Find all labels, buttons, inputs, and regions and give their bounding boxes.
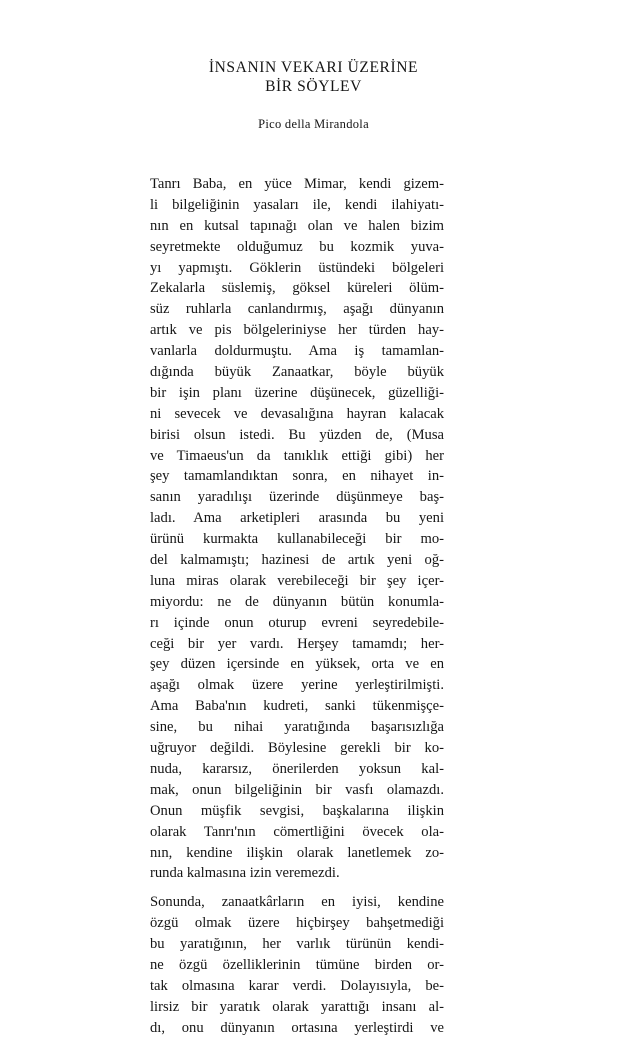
text-line: li bilgeliğinin yasaları ile, kendi ilahiyatı- (150, 196, 444, 213)
text-line: olarak Tanrı'nın cömertliğini övecek ola- (150, 823, 444, 840)
text-line: şey tamamlandıktan sonra, en nihayet in- (150, 468, 444, 485)
author-name: Pico della Mirandola (258, 117, 369, 131)
text-line: birisi olsun istedi. Bu yüzden de, (Musa (150, 426, 444, 443)
text-line: yı yapmıştı. Göklerin üstündeki bölgeleri (150, 259, 444, 276)
text-line: artık ve pis bölgeleriniyse her türden hay- (150, 322, 444, 339)
text-line: dığında büyük Zanaatkar, böyle büyük (150, 364, 444, 381)
text-line: ladı. Ama arketipleri arasında bu yeni (150, 510, 444, 527)
body-text (150, 174, 444, 1039)
text-line: sine, bu nihai yaratığında başarısızlığa (150, 719, 444, 736)
text-line: ve Timaeus'un da tanıklık ettiği gibi) her (150, 447, 444, 464)
text-line: tak olmasına karar verdi. Dolayısıyla, be- (150, 977, 444, 994)
text-line: nın, kendine ilişkin olarak lanetlemek zo- (150, 844, 444, 861)
text-line: dı, onu dünyanın ortasına yerleştirdi ve (150, 1019, 444, 1036)
text-line: miyordu: ne de dünyanın bütün konumla- (150, 593, 444, 610)
text-line: runda kalmasına izin veremezdi. (150, 865, 340, 882)
text-line: del kalmamıştı; hazinesi de artık yeni oğ- (150, 552, 444, 569)
text-line: lirsiz bir yaratık olarak yarattığı insanı al- (150, 998, 444, 1015)
text-line: luna miras olarak verebileceği bir şey içer- (150, 572, 444, 589)
text-line: uğruyor değildi. Böylesine gerekli bir ko- (150, 740, 444, 757)
text-line: ceği bir yer vardı. Herşey tamamdı; her- (150, 635, 444, 652)
text-line: Tanrı Baba, en yüce Mimar, kendi gizem- (150, 176, 444, 192)
text-line: sanın yaradılışı üzerinde düşünmeye baş- (150, 489, 444, 506)
text-line: Ama Baba'nın kudreti, sanki tükenmişçe- (150, 698, 444, 715)
text-line: ni sevecek ve devasalığına hayran kalacak (150, 405, 444, 422)
text-line: özgü olmak üzere hiçbirşey bahşetmediği (150, 915, 444, 932)
text-line: nuda, kararsız, önerilerden yoksun kal- (150, 760, 444, 777)
text-line: Onun müşfik sevgisi, başkalarına ilişkin (150, 802, 444, 819)
text-line: aşağı olmak üzere yerine yerleştirilmişti. (150, 677, 444, 694)
text-line: şey düzen içersinde en yüksek, orta ve en (150, 656, 444, 673)
paragraph (150, 174, 444, 884)
text-line: vanlarla doldurmuştu. Ama iş tamamlan- (150, 343, 444, 360)
text-line: bir işin planı üzerine düşünecek, güzelliği- (150, 384, 444, 401)
text-line: süz ruhlarla canlandırmış, aşağı dünyanın (150, 301, 444, 318)
text-line: seyretmekte olduğumuz bu kozmik yuva- (150, 238, 444, 255)
text-line: bu yaratığının, her varlık türünün kendi- (150, 936, 444, 953)
text-line: rı içinde onun oturup evreni seyredebile- (150, 614, 444, 631)
text-line: ne özgü özelliklerinin tümüne birden or- (150, 956, 444, 973)
paragraph (150, 892, 444, 1038)
title-line-2: BİR SÖYLEV (265, 78, 362, 95)
text-line: Sonunda, zanaatkârların en iyisi, kendine (150, 894, 444, 911)
text-line: Zekalarla süslemiş, göksel küreleri ölüm- (150, 280, 444, 297)
title-line-1: İNSANIN VEKARI ÜZERİNE (208, 59, 419, 76)
text-line: nın en kutsal tapınağı olan ve halen bizim (150, 217, 444, 234)
text-line: mak, onun bilgeliğinin bir vasfı olamazdı. (150, 781, 444, 798)
text-line: ürünü kurmakta kullanabileceği bir mo- (150, 531, 444, 548)
